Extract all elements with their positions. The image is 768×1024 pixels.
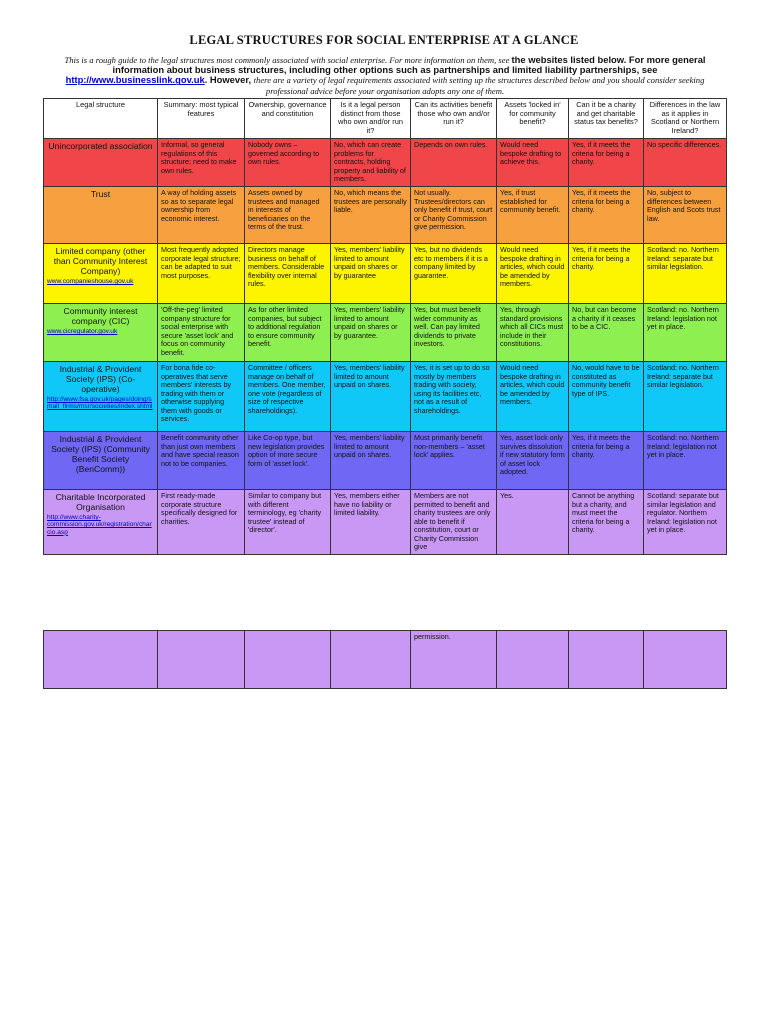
table-cell: Most frequently adopted corporate legal structure; can be adapted to suit most purposes. — [158, 244, 245, 304]
structure-name: Trust — [44, 187, 158, 244]
intro-bold-text: the websites listed below. For more general information about business structures, including other options such as partnerships and limited liability partnerships, see — [112, 54, 706, 76]
table-cell: Scotland: separate but similar legislation and regulator. Northern Ireland: legislation not yet in place. — [644, 490, 727, 555]
table-cell: Yes, members' liability limited to amount unpaid on shares. — [331, 362, 411, 432]
column-header: Is it a legal person distinct from those who own and/or run it? — [331, 99, 411, 139]
header-row — [44, 99, 727, 139]
continuation-table — [43, 630, 727, 689]
structure-name-text: Community interest company (CIC) — [63, 306, 138, 326]
table-cell: No, would have to be constituted as community benefit type of IPS. — [569, 362, 644, 432]
table-cell — [44, 631, 158, 689]
table-row — [44, 244, 727, 304]
column-header: Can its activities benefit those who own and/or run it? — [411, 99, 497, 139]
table-cell: Scotland: no. Northern Ireland: separate but similar legislation. — [644, 362, 727, 432]
table-cell: Would need bespoke drafting in articles, which could be amended by members. — [497, 362, 569, 432]
intro-text-2: there are a variety of legal requirements associated with setting up the structures described below and you should consider seeking professional advice before your organisation adopts any one of them. — [253, 75, 705, 96]
table-row — [44, 362, 727, 432]
table-cell: A way of holding assets so as to separate legal ownership from economic interest. — [158, 187, 245, 244]
table-cell: Yes, if it meets the criteria for being a charity. — [569, 139, 644, 187]
table-cell: Not usually. Trustees/directors can only benefit if trust, court or Charity Commission give permission. — [411, 187, 497, 244]
table-cell — [331, 631, 411, 689]
table-cell: Directors manage business on behalf of members. Considerable flexibility over internal rules. — [245, 244, 331, 304]
intro-bold-text-2: . However, — [204, 74, 254, 86]
structure-name: Industrial & Provident Society (IPS) (Community Benefit Society (BenComm)) — [44, 432, 158, 490]
table-cell — [569, 631, 644, 689]
table-cell: No, but can become a charity if it ceases to be a CIC. — [569, 304, 644, 362]
structure-name: Unincorporated association — [44, 139, 158, 187]
column-header: Differences in the law as it applies in Scotland or Northern Ireland? — [644, 99, 727, 139]
page-title: LEGAL STRUCTURES FOR SOCIAL ENTERPRISE AT A GLANCE — [189, 33, 579, 47]
table-cell: Yes, if it meets the criteria for being a charity. — [569, 432, 644, 490]
column-header: Summary: most typical features — [158, 99, 245, 139]
table-cell: Yes, but no dividends etc to members if it is a company limited by guarantee. — [411, 244, 497, 304]
column-header: Legal structure — [44, 99, 158, 139]
table-cell: Scotland: no. Northern Ireland: separate but similar legislation. — [644, 244, 727, 304]
table-cell: No specific differences. — [644, 139, 727, 187]
structure-name-text: Industrial & Provident Society (IPS) (Co-operative) — [59, 364, 142, 394]
table-cell: Would need bespoke drafting in articles, which could be amended by members. — [497, 244, 569, 304]
table-cell: Yes, members' liability limited to amount unpaid on shares or by guarantee — [331, 244, 411, 304]
column-header: Ownership, governance and constitution — [245, 99, 331, 139]
table-cell: Would need bespoke drafting to achieve this. — [497, 139, 569, 187]
table-cell: Yes, if it meets the criteria for being a charity. — [569, 187, 644, 244]
table-cell: Yes, but must benefit wider community as well. Can pay limited dividends to private investors. — [411, 304, 497, 362]
intro-text: This is a rough guide to the legal structures most commonly associated with social enterprise. For more information on them, see — [64, 55, 512, 65]
table-cell: No, which can create problems for contracts, holding property and liability of members. — [331, 139, 411, 187]
table-cell: Committee / officers manage on behalf of members. One member, one vote (regardless of size of respective shareholdings). — [245, 362, 331, 432]
column-header: Assets 'locked in' for community benefit? — [497, 99, 569, 139]
structure-name — [44, 244, 158, 304]
companies-house-link[interactable]: www.companieshouse.gov.uk — [47, 278, 134, 285]
table-cell: No, which means the trustees are personally liable. — [331, 187, 411, 244]
table-cell: Yes, members either have no liability or limited liability. — [331, 490, 411, 555]
table-cell: Like Co-op type, but new legislation provides option of more secure form of 'asset lock'. — [245, 432, 331, 490]
table-row — [44, 139, 727, 187]
table-cell: Scotland: no. Northern Ireland: legislation not yet in place. — [644, 304, 727, 362]
table-cell: 'Off-the-peg' limited company structure for social enterprise with secure 'asset lock' and focus on community benefit. — [158, 304, 245, 362]
table-cell: Yes, through standard provisions which all CICs must include in their constitutions. — [497, 304, 569, 362]
column-header: Can it be a charity and get charitable status tax benefits? — [569, 99, 644, 139]
structure-name — [44, 304, 158, 362]
table-cell: Similar to company but with different terminology, eg 'charity trustee' instead of 'director'. — [245, 490, 331, 555]
table-cell: Must primarily benefit non-members – 'asset lock' applies. — [411, 432, 497, 490]
table-cell: Yes, asset lock only survives dissolution if new statutory form of asset lock adopted. — [497, 432, 569, 490]
structure-name — [44, 490, 158, 555]
table-cell — [497, 631, 569, 689]
table-cell: For bona fide co-operatives that serve members' interests by trading with them or otherwise supplying them with goods or services. — [158, 362, 245, 432]
table-cell: Yes, members' liability limited to amount unpaid on shares. — [331, 432, 411, 490]
table-row — [44, 187, 727, 244]
table-cell: Nobody owns – governed according to own rules. — [245, 139, 331, 187]
intro-paragraph — [60, 55, 710, 96]
table-cell: Assets owned by trustees and managed in interests of beneficiaries on the terms of the trust. — [245, 187, 331, 244]
table-row — [44, 490, 727, 555]
table-cell: First ready-made corporate structure specifically designed for charities. — [158, 490, 245, 555]
legal-structures-table — [43, 98, 727, 555]
table-cell: Yes, if it meets the criteria for being a charity. — [569, 244, 644, 304]
table-cell — [245, 631, 331, 689]
table-cell — [644, 631, 727, 689]
table-cell: As for other limited companies, but subject to additional regulation to ensure community benefit. — [245, 304, 331, 362]
table-cell: No, subject to differences between English and Scots trust law. — [644, 187, 727, 244]
table-cell: Yes, members' liability limited to amount unpaid on shares or by guarantee. — [331, 304, 411, 362]
table-cell: Yes. — [497, 490, 569, 555]
charity-commission-link[interactable]: http://www.charity-commission.gov.uk/registration/charcio.asp — [47, 514, 152, 536]
structure-name-text: Charitable Incorporated Organisation — [55, 492, 146, 512]
fsa-link[interactable]: http://www.fsa.gov.uk/pages/doing/small_firms/msr/societies/index.shtml — [47, 396, 153, 411]
structure-name — [44, 362, 158, 432]
table-cell — [158, 631, 245, 689]
table-cell: Yes, if trust established for community benefit. — [497, 187, 569, 244]
table-row — [44, 631, 727, 689]
table-cell: Cannot be anything but a charity, and must meet the criteria for being a charity. — [569, 490, 644, 555]
table-cell: Scotland: no. Northern Ireland: legislation not yet in place. — [644, 432, 727, 490]
table-row — [44, 304, 727, 362]
table-cell: Depends on own rules. — [411, 139, 497, 187]
table-row — [44, 432, 727, 490]
table-cell: Informal, so general regulations of this structure; need to make own rules. — [158, 139, 245, 187]
table-cell: Yes, it is set up to do so mostly by members trading with society, using its facilities etc, not as a result of shareholdings. — [411, 362, 497, 432]
table-cell: permission. — [411, 631, 497, 689]
table-cell: Members are not permitted to benefit and charity trustees are only able to benefit if constitution, court or Charity Commission give — [411, 490, 497, 555]
businesslink-link[interactable]: http://www.businesslink.gov.uk — [65, 74, 205, 86]
cic-regulator-link[interactable]: www.cicregulator.gov.uk — [47, 328, 118, 335]
structure-name-text: Limited company (other than Community Interest Company) — [53, 246, 148, 276]
table-cell: Benefit community other than just own members and have special reason not to be companies. — [158, 432, 245, 490]
